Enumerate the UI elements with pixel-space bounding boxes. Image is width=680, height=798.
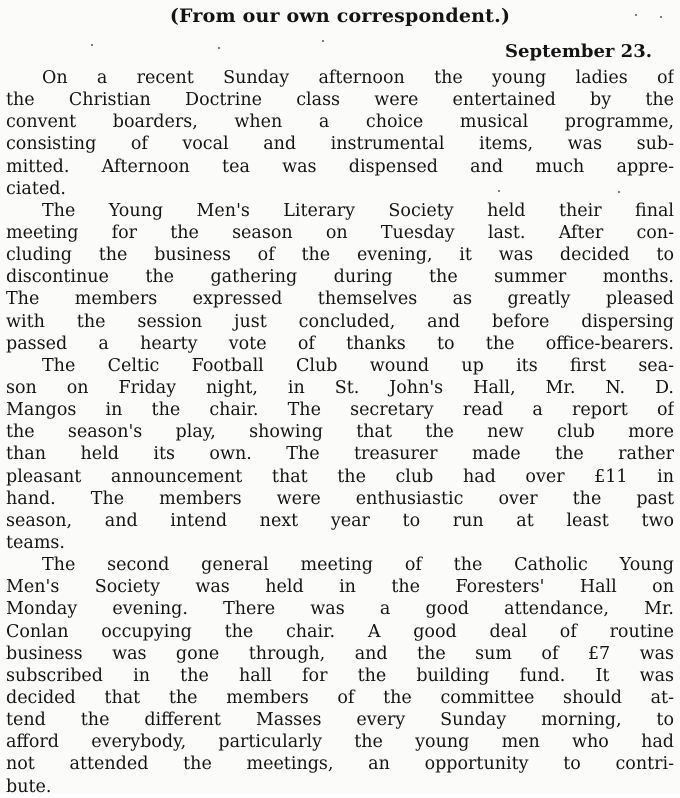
article-line: The second general meeting of the Catholic Young <box>42 555 674 576</box>
print-speck <box>218 47 220 49</box>
article-line: The Celtic Football Club wound up its first sea- <box>42 355 674 376</box>
article-line: Mangos in the chair. The secretary read a report of <box>6 400 674 421</box>
article-line: discontinue the gathering during the summer months. <box>6 267 674 288</box>
article-line: not attended the meetings, an opportunity to contri- <box>6 754 674 775</box>
article-line: afford everybody, particularly the young men who had <box>6 732 674 753</box>
article-line: season, and intend next year to run at least two <box>6 510 674 531</box>
article-line: Monday evening. There was a good attendance, Mr. <box>6 599 674 620</box>
article-line: than held its own. The treasurer made the rather <box>6 444 674 465</box>
article-line: son on Friday night, in St. John's Hall, Mr. N. D. <box>6 377 674 398</box>
article-line: pleasant announcement that the club had over £11 in <box>6 466 674 487</box>
article-line: hand. The members were enthusiastic over the past <box>6 488 674 509</box>
correspondent-byline: (From our own correspondent.) <box>169 5 511 27</box>
article-line: passed a hearty vote of thanks to the office-bearers. <box>6 333 674 354</box>
print-speck <box>91 44 93 46</box>
print-speck <box>322 40 324 42</box>
article-line: ciated. <box>6 178 66 199</box>
print-speck <box>618 191 620 193</box>
article-line: tend the different Masses every Sunday morning, to <box>6 710 674 731</box>
article-line: Conlan occupying the chair. A good deal of routine <box>6 621 674 642</box>
article-line: bute. <box>6 776 52 797</box>
article-line: with the session just concluded, and before dispersing <box>6 311 674 332</box>
article-line: decided that the members of the committee should at- <box>6 687 674 708</box>
article-line: Men's Society was held in the Foresters' Hall on <box>6 577 674 598</box>
article-line: meeting for the season on Tuesday last. After con- <box>6 222 674 243</box>
article-line: On a recent Sunday afternoon the young ladies of <box>42 68 674 88</box>
print-speck <box>498 190 500 192</box>
article-line: The Young Men's Literary Society held their final <box>42 200 674 221</box>
article-line: subscribed in the hall for the building fund. It was <box>6 665 674 686</box>
article-line: the season's play, showing that the new club more <box>6 422 674 443</box>
article-line: mitted. Afternoon tea was dispensed and much appre- <box>6 156 674 177</box>
article-line: The members expressed themselves as greatly pleased <box>6 289 674 310</box>
article-line: cluding the business of the evening, it was decided to <box>6 245 674 266</box>
dateline: September 23. <box>505 41 652 62</box>
article-line: consisting of vocal and instrumental items, was sub- <box>6 134 674 155</box>
article-line: convent boarders, when a choice musical programme, <box>6 112 674 133</box>
article-body <box>6 67 674 798</box>
article-line: business was gone through, and the sum of £7 was <box>6 643 674 664</box>
article-line: the Christian Doctrine class were entertained by the <box>6 90 674 111</box>
print-speck <box>635 14 637 16</box>
article-line: teams. <box>6 532 65 553</box>
print-speck <box>660 16 662 18</box>
